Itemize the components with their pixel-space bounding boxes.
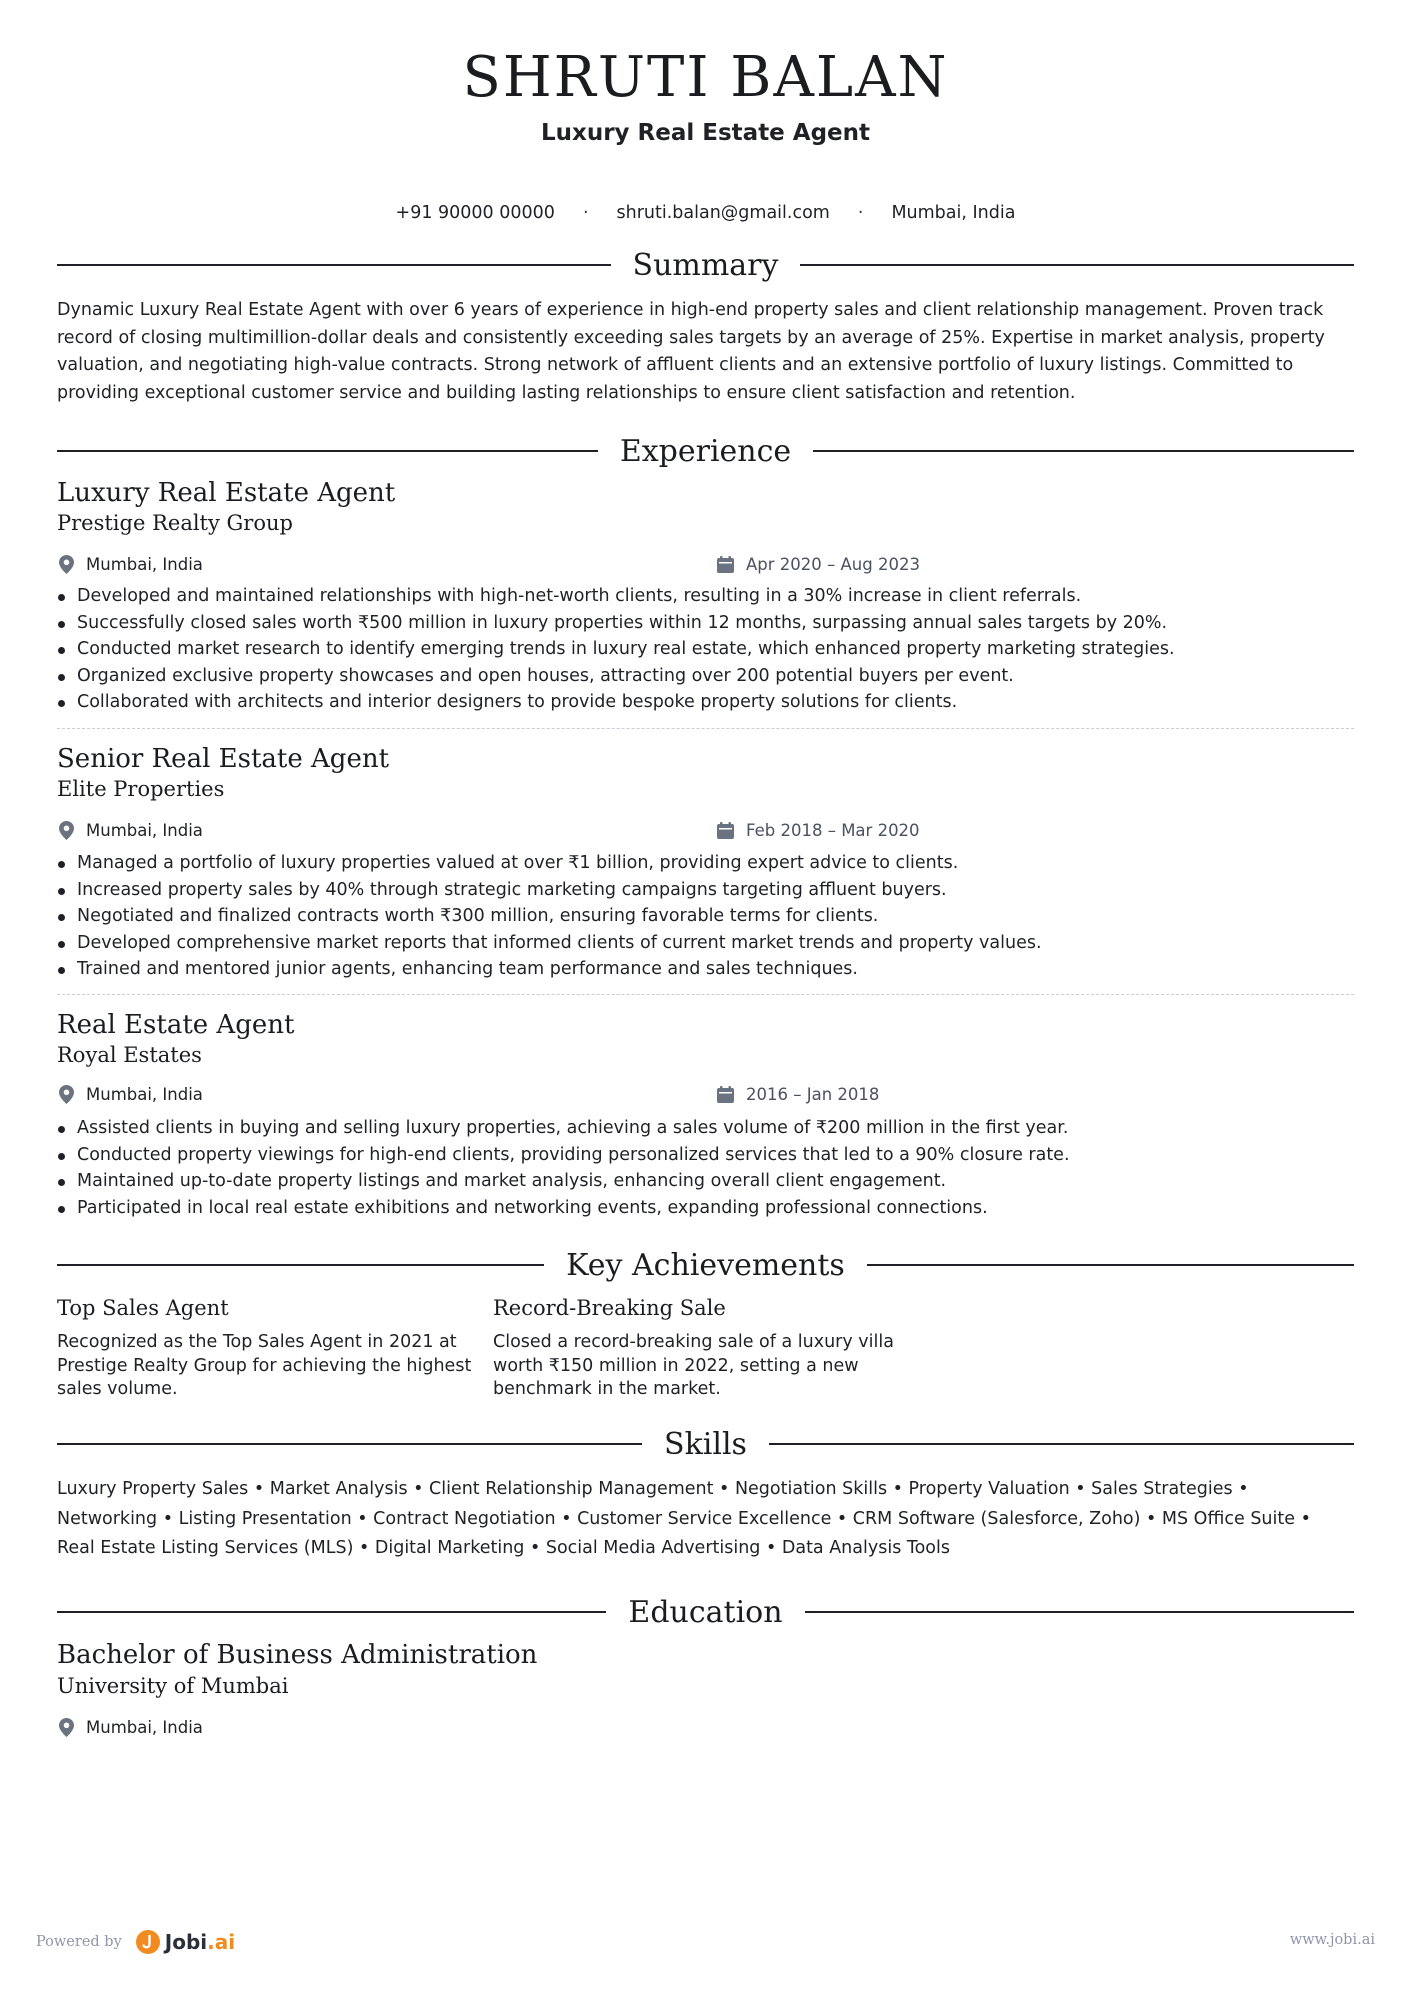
map-pin-icon: [59, 1085, 74, 1104]
achievement-desc: Recognized as the Top Sales Agent in 2021 at Prestige Realty Group for achieving the highest sales volume.: [57, 1332, 472, 1399]
education-location: [59, 1718, 203, 1737]
achievement-card: [57, 1293, 487, 1402]
map-pin-icon: [59, 555, 74, 574]
achievement-title: Record-Breaking Sale: [493, 1296, 726, 1320]
degree: Bachelor of Business Administration: [57, 1640, 538, 1670]
job-divider: [57, 994, 1354, 995]
job-location: [59, 1085, 203, 1104]
job-dates: [717, 555, 920, 574]
list-item: Trained and mentored junior agents, enhancing team performance and sales techniques.: [57, 956, 1354, 983]
divider: [769, 1443, 1354, 1445]
powered-by: [36, 1930, 235, 1954]
list-item: Organized exclusive property showcases and open houses, attracting over 200 potential buyers per event.: [57, 663, 1354, 690]
footer-url[interactable]: www.jobi.ai: [1289, 1932, 1375, 1948]
divider: [57, 1611, 606, 1613]
location-text: Mumbai, India: [86, 555, 203, 574]
separator: ·: [857, 203, 864, 223]
job-title: Real Estate Agent: [57, 1010, 295, 1040]
email: shruti.balan@gmail.com: [616, 203, 830, 223]
section-header-education: [57, 1592, 1354, 1632]
candidate-name: SHRUTI BALAN: [462, 45, 949, 110]
achievement-title: Top Sales Agent: [57, 1296, 229, 1320]
candidate-title: Luxury Real Estate Agent: [540, 120, 871, 146]
dates-text: Feb 2018 – Mar 2020: [746, 821, 920, 840]
section-title: Summary: [632, 247, 779, 283]
logo-suffix: .ai: [207, 1930, 236, 1954]
section-header-achievements: [57, 1245, 1354, 1285]
phone: +91 90000 00000: [395, 203, 555, 223]
job-bullets: [57, 1115, 1354, 1221]
list-item: Maintained up-to-date property listings and market analysis, enhancing overall client engagement.: [57, 1168, 1354, 1195]
section-header-experience: [57, 431, 1354, 471]
calendar-icon: [717, 822, 734, 839]
job-dates: [717, 1085, 879, 1104]
list-item: Assisted clients in buying and selling luxury properties, achieving a sales volume of ₹200 million in the first year.: [57, 1115, 1354, 1142]
divider: [57, 450, 598, 452]
location-text: Mumbai, India: [86, 1085, 203, 1104]
list-item: Participated in local real estate exhibitions and networking events, expanding professional connections.: [57, 1195, 1354, 1222]
job-location: [59, 821, 203, 840]
summary-text: Dynamic Luxury Real Estate Agent with over 6 years of experience in high-end property sales and client relationship management. Proven track record of closing multimillion-dollar deals and consistently exceeding sales targets by an average of 25%. Expertise in market analysis, property valuation, and negotiating high-value contracts. Strong network of affluent clients and an extensive portfolio of luxury listings. Committed to providing exceptional customer service and building lasting relationships to ensure client satisfaction and retention.: [57, 300, 1325, 403]
divider: [800, 264, 1354, 266]
list-item: Negotiated and finalized contracts worth ₹300 million, ensuring favorable terms for clients.: [57, 903, 1354, 930]
list-item: Conducted market research to identify emerging trends in luxury real estate, which enhanced property marketing strategies.: [57, 636, 1354, 663]
section-header-skills: [57, 1424, 1354, 1464]
list-item: Collaborated with architects and interior designers to provide bespoke property solutions for clients.: [57, 689, 1354, 716]
divider: [57, 1443, 642, 1445]
section-title: Key Achievements: [566, 1247, 845, 1283]
school-name: University of Mumbai: [57, 1674, 289, 1698]
calendar-icon: [717, 556, 734, 573]
list-item: Managed a portfolio of luxury properties valued at over ₹1 billion, providing expert advice to clients.: [57, 850, 1354, 877]
job-title: Senior Real Estate Agent: [57, 744, 390, 774]
job-dates: [717, 821, 920, 840]
logo-text: Jobi: [164, 1930, 208, 1954]
map-pin-icon: [59, 1718, 74, 1737]
list-item: Successfully closed sales worth ₹500 million in luxury properties within 12 months, surpassing annual sales targets by 20%.: [57, 610, 1354, 637]
divider: [805, 1611, 1354, 1613]
list-item: Conducted property viewings for high-end clients, providing personalized services that led to a 90% closure rate.: [57, 1142, 1354, 1169]
dates-text: 2016 – Jan 2018: [746, 1085, 880, 1104]
job-title: Luxury Real Estate Agent: [57, 478, 396, 508]
achievement-card: [493, 1293, 923, 1402]
company-name: Royal Estates: [57, 1043, 202, 1067]
separator: ·: [582, 203, 589, 223]
divider: [813, 450, 1354, 452]
list-item: Developed and maintained relationships with high-net-worth clients, resulting in a 30% increase in client referrals.: [57, 583, 1354, 610]
powered-by-label: Powered by: [36, 1934, 122, 1950]
job-bullets: [57, 850, 1354, 983]
list-item: Increased property sales by 40% through strategic marketing campaigns targeting affluent buyers.: [57, 877, 1354, 904]
location-text: Mumbai, India: [86, 821, 203, 840]
calendar-icon: [717, 1086, 734, 1103]
jobi-logo-icon: [136, 1930, 160, 1954]
job-bullets: [57, 583, 1354, 716]
map-pin-icon: [59, 821, 74, 840]
contact-location: Mumbai, India: [891, 203, 1016, 223]
company-name: Prestige Realty Group: [57, 511, 293, 535]
contact-line: [57, 203, 1354, 223]
list-item: Developed comprehensive market reports that informed clients of current market trends and property values.: [57, 930, 1354, 957]
divider: [867, 1264, 1354, 1266]
achievement-desc: Closed a record-breaking sale of a luxury villa worth ₹150 million in 2022, setting a new benchmark in the market.: [493, 1332, 894, 1399]
company-name: Elite Properties: [57, 777, 225, 801]
section-title: Skills: [664, 1426, 747, 1462]
section-header-summary: [57, 245, 1354, 285]
job-divider: [57, 728, 1354, 729]
divider: [57, 264, 611, 266]
location-text: Mumbai, India: [86, 1718, 203, 1737]
jobi-logo[interactable]: [136, 1930, 235, 1954]
skills-text: Luxury Property Sales • Market Analysis • Client Relationship Management • Negotiation Skills • Property Valuation • Sales Strategies • Networking • Listing Presentation • Contract Negotiation • Customer Service Excellence • CRM Software (Salesforce, Zoho) • MS Office Suite • Real Estate Listing Services (MLS) • Digital Marketing • Social Media Advertising • Data Analysis Tools: [57, 1479, 1311, 1558]
section-title: Education: [628, 1594, 783, 1630]
divider: [57, 1264, 544, 1266]
section-title: Experience: [619, 433, 792, 469]
job-location: [59, 555, 203, 574]
dates-text: Apr 2020 – Aug 2023: [746, 555, 920, 574]
